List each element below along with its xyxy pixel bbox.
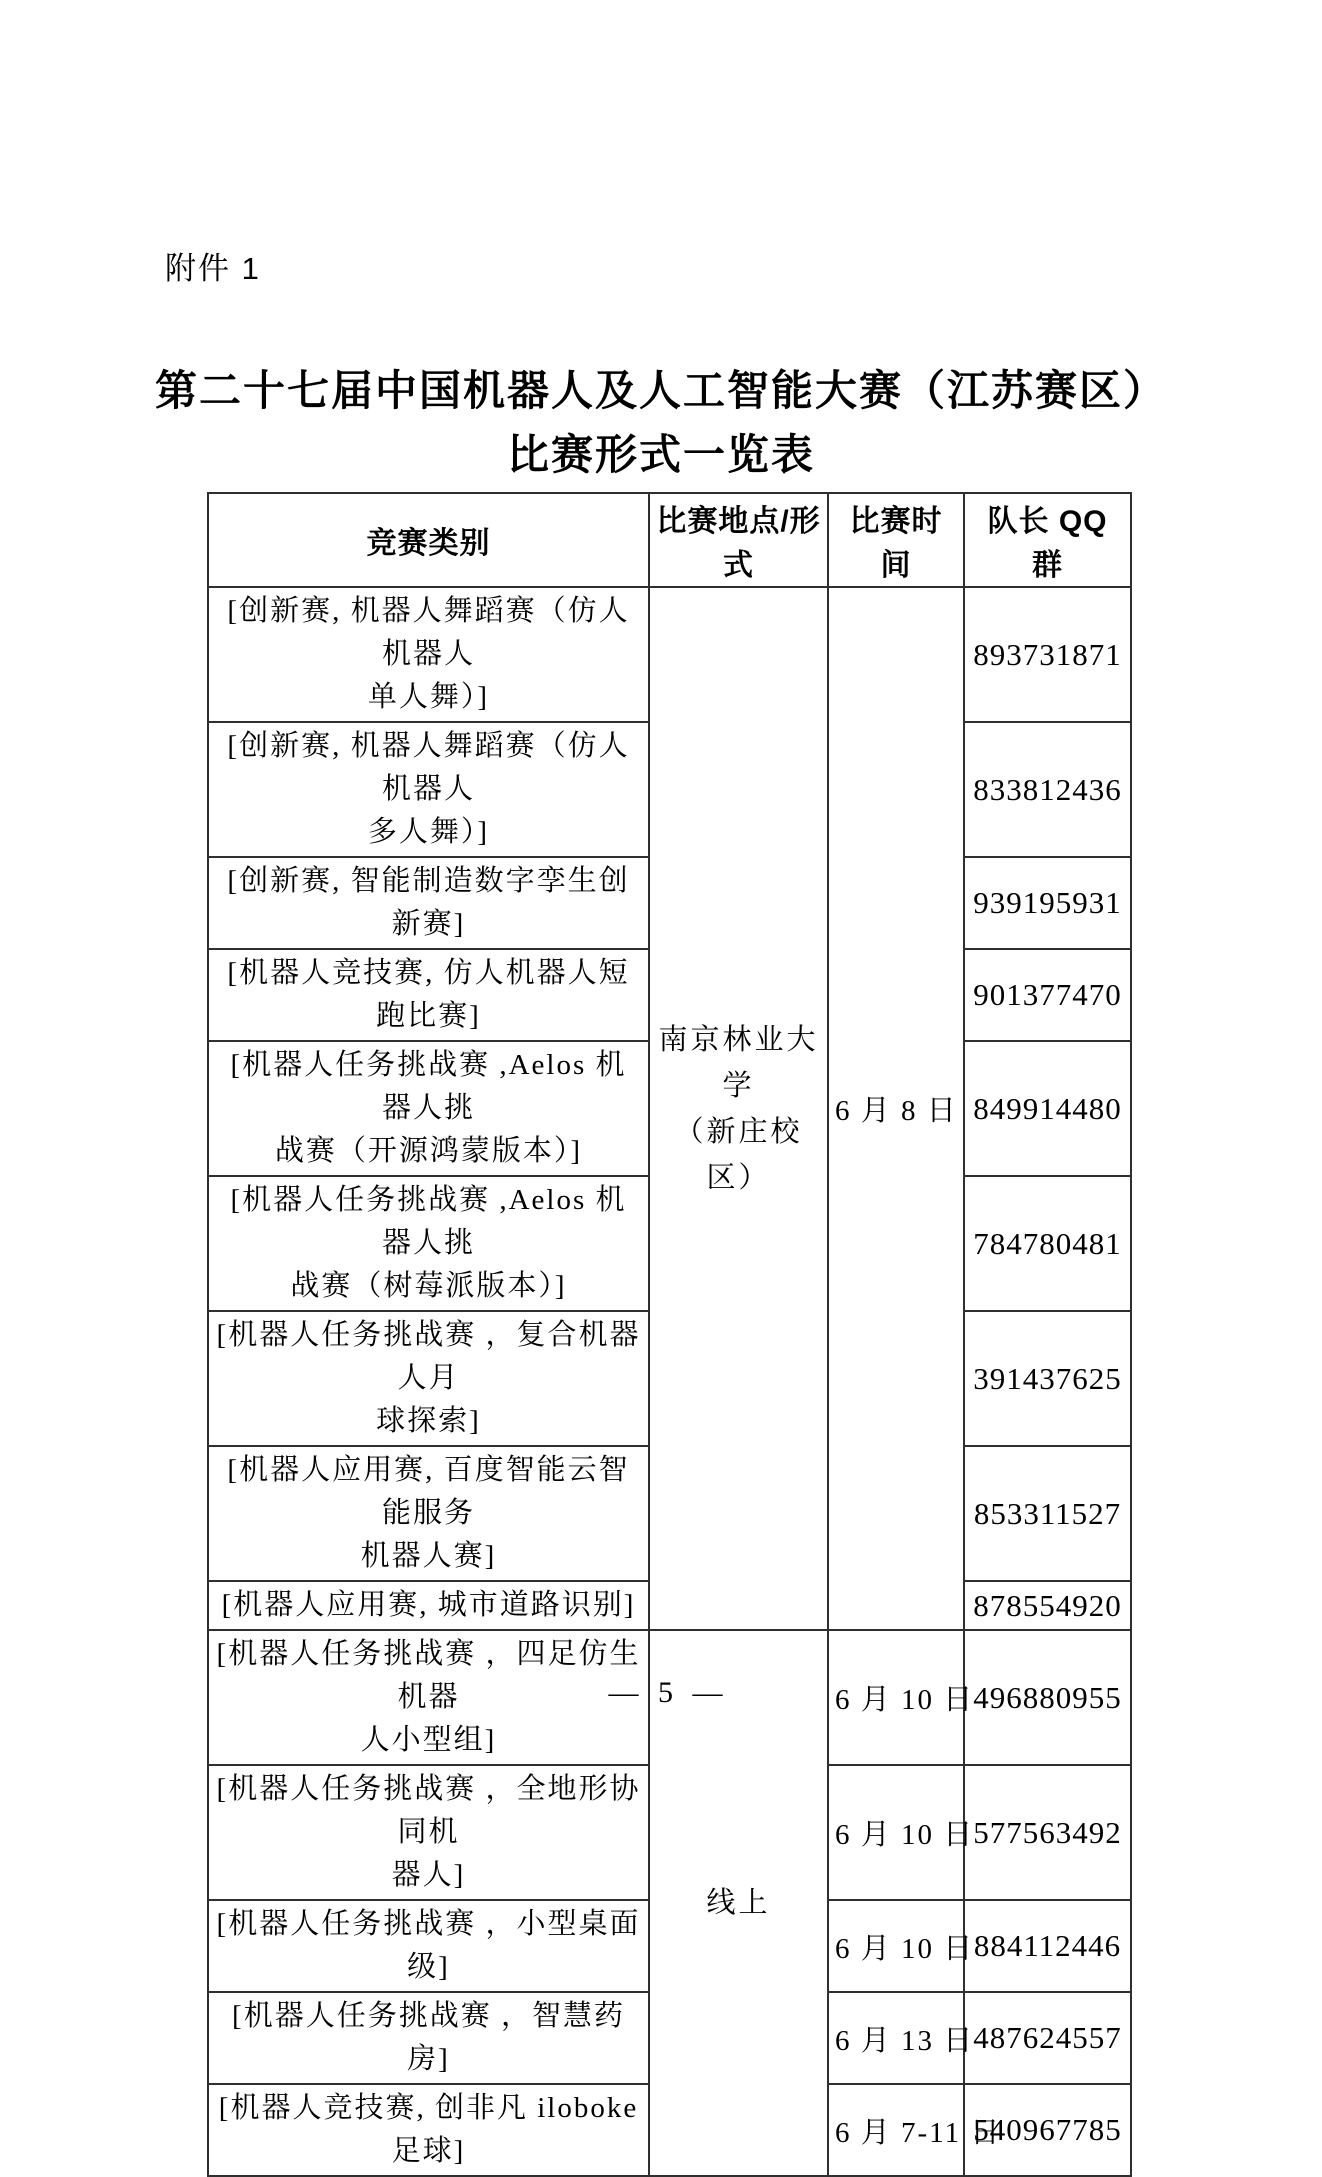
qq-cell: 853311527 xyxy=(964,1446,1131,1581)
header-qq: 队长 QQ 群 xyxy=(964,493,1131,587)
time-cell: 6 月 7-11 日 xyxy=(828,2084,964,2176)
category-cell: [创新赛, 智能制造数字孪生创新赛] xyxy=(208,857,649,949)
qq-cell: 849914480 xyxy=(964,1041,1131,1176)
category-cell: [机器人竞技赛, 仿人机器人短跑比赛] xyxy=(208,949,649,1041)
page-number: — 5 — xyxy=(608,1676,729,1709)
qq-cell: 901377470 xyxy=(964,949,1131,1041)
attachment-label: 附件 1 xyxy=(165,251,261,286)
competition-table xyxy=(207,492,1132,2177)
qq-cell: 878554920 xyxy=(964,1581,1131,1630)
qq-cell: 833812436 xyxy=(964,722,1131,857)
time-cell: 6 月 10 日 xyxy=(828,1630,964,1765)
qq-cell: 391437625 xyxy=(964,1311,1131,1446)
time-cell: 6 月 10 日 xyxy=(828,1900,964,1992)
qq-cell: 487624557 xyxy=(964,1992,1131,2084)
category-cell: [机器人任务挑战赛 ，四足仿生机器 人小型组] xyxy=(208,1630,649,1765)
time-cell-offline: 6 月 8 日 xyxy=(828,587,964,1630)
category-cell: [机器人任务挑战赛 ，全地形协同机 器人] xyxy=(208,1765,649,1900)
qq-cell: 884112446 xyxy=(964,1900,1131,1992)
category-cell: [创新赛, 机器人舞蹈赛（仿人机器人 多人舞）] xyxy=(208,722,649,857)
category-cell: [机器人任务挑战赛 ，复合机器人月 球探索] xyxy=(208,1311,649,1446)
category-cell: [机器人应用赛, 百度智能云智能服务 机器人赛] xyxy=(208,1446,649,1581)
location-cell-offline: 南京林业大学 （新庄校区） xyxy=(649,587,828,1630)
header-time: 比赛时间 xyxy=(828,493,964,587)
header-category: 竞赛类别 xyxy=(208,493,649,587)
qq-cell: 540967785 xyxy=(964,2084,1131,2176)
qq-cell: 939195931 xyxy=(964,857,1131,949)
location-cell-online: 线上 xyxy=(649,1630,828,2176)
category-cell: [创新赛, 机器人舞蹈赛（仿人机器人 单人舞）] xyxy=(208,587,649,722)
category-cell: [机器人任务挑战赛 ，智慧药房] xyxy=(208,1992,649,2084)
table-row xyxy=(208,587,1131,722)
qq-cell: 893731871 xyxy=(964,587,1131,722)
qq-cell: 496880955 xyxy=(964,1630,1131,1765)
category-cell: [机器人任务挑战赛 ,Aelos 机器人挑 战赛（树莓派版本）] xyxy=(208,1176,649,1311)
header-location: 比赛地点/形式 xyxy=(649,493,828,587)
category-cell: [机器人任务挑战赛 ，小型桌面级] xyxy=(208,1900,649,1992)
document-title: 第二十七届中国机器人及人工智能大赛（江苏赛区） 比赛形式一览表 xyxy=(154,369,1167,479)
category-cell: [机器人任务挑战赛 ,Aelos 机器人挑 战赛（开源鸿蒙版本）] xyxy=(208,1041,649,1176)
category-cell: [机器人竞技赛, 创非凡 iloboke 足球] xyxy=(208,2084,649,2176)
category-cell: [机器人应用赛, 城市道路识别] xyxy=(208,1581,649,1630)
table-header-row xyxy=(208,493,1131,587)
time-cell: 6 月 13 日 xyxy=(828,1992,964,2084)
qq-cell: 577563492 xyxy=(964,1765,1131,1900)
qq-cell: 784780481 xyxy=(964,1176,1131,1311)
time-cell: 6 月 10 日 xyxy=(828,1765,964,1900)
